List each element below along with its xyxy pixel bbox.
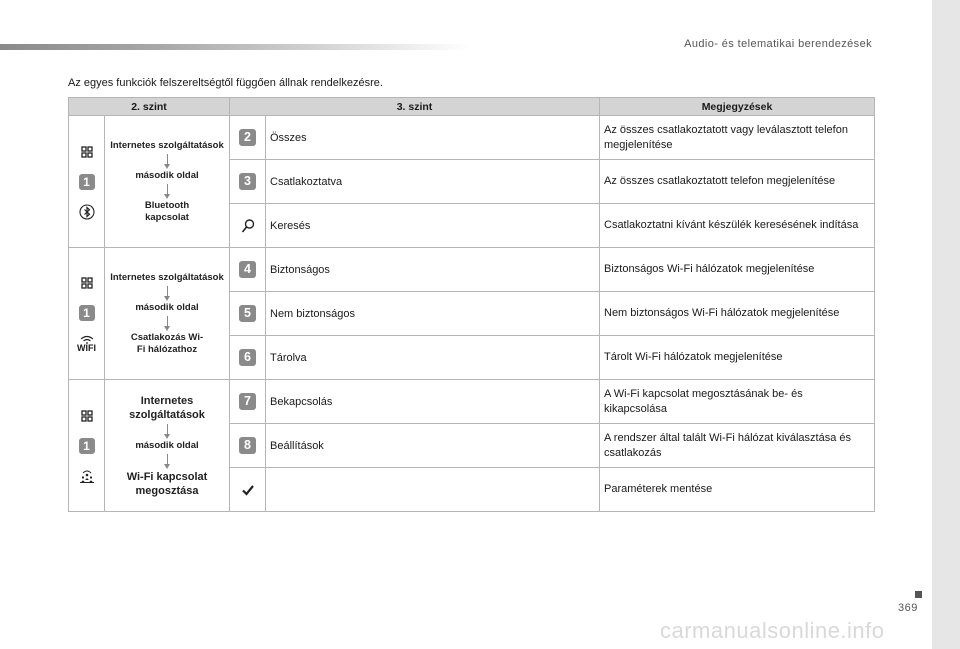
level2-path-cell bbox=[105, 248, 230, 380]
table-row bbox=[69, 116, 875, 160]
level3-icon-cell bbox=[230, 248, 266, 292]
menu-path-step: Internetes szolgáltatások bbox=[110, 139, 224, 151]
menu-path-step: Wi-Fi kapcsolat megosztása bbox=[126, 470, 208, 497]
checkmark-icon bbox=[240, 482, 256, 498]
level1-cell bbox=[69, 248, 105, 380]
page-number: 369 bbox=[898, 602, 918, 614]
column-header: 3. szint bbox=[230, 98, 600, 116]
table-header-row bbox=[69, 98, 875, 116]
step-badge: 7 bbox=[239, 393, 256, 410]
step-badge: 6 bbox=[239, 349, 256, 366]
menu-path-step: Internetes szolgáltatások bbox=[129, 394, 205, 421]
column-header: 2. szint bbox=[69, 98, 230, 116]
step-badge: 5 bbox=[239, 305, 256, 322]
note-cell: Biztonságos Wi-Fi hálózatok megjelenítése bbox=[600, 248, 875, 292]
down-arrow-icon bbox=[167, 454, 168, 464]
header-bar bbox=[0, 44, 470, 50]
level3-label bbox=[266, 468, 600, 512]
apps-grid-icon bbox=[79, 144, 95, 160]
side-tab bbox=[932, 0, 960, 649]
watermark: carmanualsonline.info bbox=[660, 618, 885, 643]
search-icon bbox=[240, 218, 256, 234]
level3-icon-cell bbox=[230, 116, 266, 160]
down-arrow-icon bbox=[167, 286, 168, 296]
menu-path-step: Csatlakozás Wi-Fi hálózathoz bbox=[130, 331, 204, 355]
level3-label: Összes bbox=[266, 116, 600, 160]
note-cell: Csatlakoztatni kívánt készülék keresésének indítása bbox=[600, 204, 875, 248]
menu-path-step: második oldal bbox=[135, 169, 199, 181]
level1-cell bbox=[69, 116, 105, 248]
level3-label: Keresés bbox=[266, 204, 600, 248]
level3-icon-cell bbox=[230, 468, 266, 512]
step-badge: 8 bbox=[239, 437, 256, 454]
level2-path-cell bbox=[105, 380, 230, 512]
note-cell: Paraméterek mentése bbox=[600, 468, 875, 512]
menu-path-step: Bluetooth kapcsolat bbox=[144, 199, 190, 223]
level-one-badge: 1 bbox=[79, 305, 95, 321]
menu-path-step: második oldal bbox=[135, 301, 199, 313]
table-row bbox=[69, 380, 875, 424]
level-one-badge: 1 bbox=[79, 438, 95, 454]
level3-label: Bekapcsolás bbox=[266, 380, 600, 424]
step-badge: 2 bbox=[239, 129, 256, 146]
level3-label: Biztonságos bbox=[266, 248, 600, 292]
level3-icon-cell bbox=[230, 336, 266, 380]
note-cell: A rendszer által talált Wi-Fi hálózat kiválasztása és csatlakozás bbox=[600, 424, 875, 468]
down-arrow-icon bbox=[167, 424, 168, 434]
note-cell: Az összes csatlakoztatott vagy leválasztott telefon megjelenítése bbox=[600, 116, 875, 160]
step-badge: 3 bbox=[239, 173, 256, 190]
note-cell: Nem biztonságos Wi-Fi hálózatok megjelenítése bbox=[600, 292, 875, 336]
level3-label: Beállítások bbox=[266, 424, 600, 468]
level1-cell bbox=[69, 380, 105, 512]
sharing-people-icon bbox=[79, 468, 95, 484]
down-arrow-icon bbox=[167, 316, 168, 326]
note-cell: A Wi-Fi kapcsolat megosztásának be- és kikapcsolása bbox=[600, 380, 875, 424]
level3-icon-cell bbox=[230, 380, 266, 424]
chapter-title: Audio- és telematikai berendezések bbox=[684, 38, 872, 50]
wifi-label: WIFI bbox=[77, 342, 96, 353]
level3-label: Nem biztonságos bbox=[266, 292, 600, 336]
level3-icon-cell bbox=[230, 424, 266, 468]
apps-grid-icon bbox=[79, 275, 95, 291]
menu-path-step: második oldal bbox=[135, 439, 199, 451]
level2-path-cell bbox=[105, 116, 230, 248]
step-badge: 4 bbox=[239, 261, 256, 278]
note-cell: Az összes csatlakoztatott telefon megjelenítése bbox=[600, 160, 875, 204]
bluetooth-icon bbox=[79, 204, 95, 220]
menu-path-step: Internetes szolgáltatások bbox=[110, 271, 224, 283]
level3-icon-cell bbox=[230, 204, 266, 248]
page-marker bbox=[915, 591, 922, 598]
table-row bbox=[69, 248, 875, 292]
level3-icon-cell bbox=[230, 292, 266, 336]
apps-grid-icon bbox=[79, 408, 95, 424]
column-header: Megjegyzések bbox=[600, 98, 875, 116]
wifi-icon bbox=[77, 335, 96, 353]
level-one-badge: 1 bbox=[79, 174, 95, 190]
note-cell: Tárolt Wi-Fi hálózatok megjelenítése bbox=[600, 336, 875, 380]
level3-label: Csatlakoztatva bbox=[266, 160, 600, 204]
down-arrow-icon bbox=[167, 184, 168, 194]
level3-label: Tárolva bbox=[266, 336, 600, 380]
menu-table bbox=[68, 97, 875, 512]
down-arrow-icon bbox=[167, 154, 168, 164]
level3-icon-cell bbox=[230, 160, 266, 204]
intro-text: Az egyes funkciók felszereltségtől függően állnak rendelkezésre. bbox=[68, 77, 383, 89]
